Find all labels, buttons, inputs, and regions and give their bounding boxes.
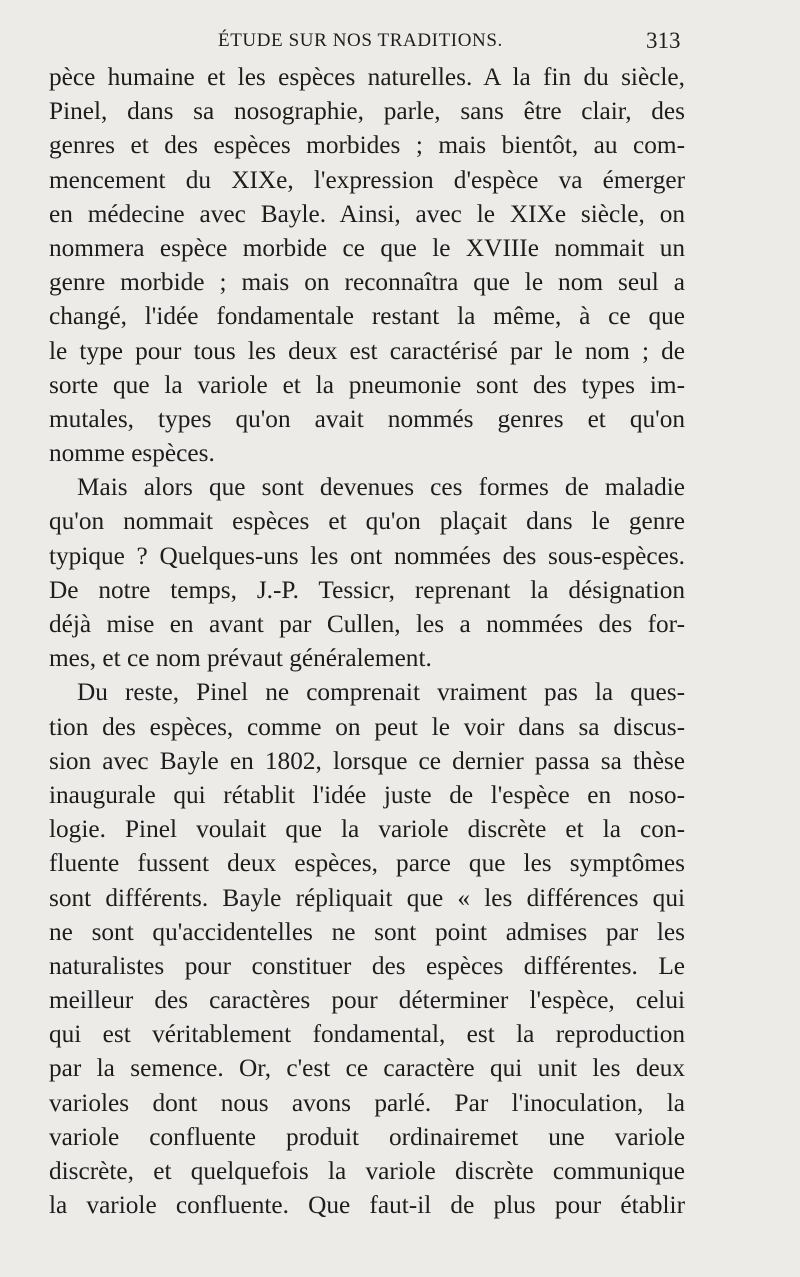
text-line: discrète, et quelquefois la variole discrète communique: [49, 1157, 685, 1185]
text-line: déjà mise en avant par Cullen, les a nommées des for-: [49, 610, 685, 638]
text-line: genres et des espèces morbides ; mais bientôt, au com-: [49, 131, 685, 160]
text-line: le type pour tous les deux est caractérisé par le nom ; de: [49, 336, 685, 365]
text-line: sion avec Bayle en 1802, lorsque ce dernier passa sa thèse: [49, 746, 685, 775]
page-number: 313: [646, 28, 681, 53]
text-line: mencement du XIXe, l'expression d'espèce va émerger: [49, 165, 685, 194]
text-line: meilleur des caractères pour déterminer l'espèce, celui: [49, 986, 685, 1015]
text-line: inaugurale qui rétablit l'idée juste de l'espèce en noso-: [49, 780, 685, 809]
text-line: la variole confluente. Que faut-il de plus pour établir: [49, 1191, 685, 1220]
text-line: ne sont qu'accidentelles ne sont point admises par les: [49, 917, 685, 946]
text-line: fluente fussent deux espèces, parce que les symptômes: [49, 849, 685, 878]
running-title: ÉTUDE SUR NOS TRADITIONS.: [218, 30, 503, 51]
text-line: sorte que la variole et la pneumonie sont des types im-: [49, 370, 685, 399]
text-line: varioles dont nous avons parlé. Par l'inoculation, la: [49, 1088, 685, 1117]
page-header: [0, 30, 800, 60]
text-line: nommera espèce morbide ce que le XVIIIe nommait un: [49, 233, 685, 262]
body-text: [49, 60, 685, 1222]
text-line: Du reste, Pinel ne comprenait vraiment pas la ques-: [77, 678, 685, 707]
text-line: sont différents. Bayle répliquait que « les différences qui: [49, 883, 685, 912]
text-line: variole confluente produit ordinairemet une variole: [49, 1122, 685, 1151]
text-line: Mais alors que sont devenues ces formes de maladie: [77, 473, 685, 502]
text-line: changé, l'idée fondamentale restant la même, à ce que: [49, 302, 685, 331]
text-line: nomme espèces.: [49, 439, 215, 468]
text-line: naturalistes pour constituer des espèces différentes. Le: [49, 951, 685, 980]
text-line: logie. Pinel voulait que la variole discrète et la con-: [49, 815, 685, 844]
text-line: pèce humaine et les espèces naturelles. A la fin du siècle,: [49, 63, 685, 91]
text-line: qu'on nommait espèces et qu'on plaçait dans le genre: [49, 507, 685, 536]
text-line: mutales, types qu'on avait nommés genres et qu'on: [49, 404, 685, 433]
text-line: De notre temps, J.-P. Tessicr, reprenant la désignation: [49, 575, 685, 604]
text-line: mes, et ce nom prévaut généralement.: [49, 644, 432, 673]
text-line: Pinel, dans sa nosographie, parle, sans être clair, des: [49, 97, 685, 126]
text-line: par la semence. Or, c'est ce caractère qui unit les deux: [49, 1054, 685, 1083]
text-line: genre morbide ; mais on reconnaîtra que le nom seul a: [49, 268, 685, 297]
text-line: tion des espèces, comme on peut le voir dans sa discus-: [49, 712, 685, 741]
text-line: qui est véritablement fondamental, est la reproduction: [49, 1020, 685, 1049]
text-line: typique ? Quelques-uns les ont nommées des sous-espèces.: [49, 541, 685, 570]
text-line: en médecine avec Bayle. Ainsi, avec le XIXe siècle, on: [49, 199, 685, 228]
